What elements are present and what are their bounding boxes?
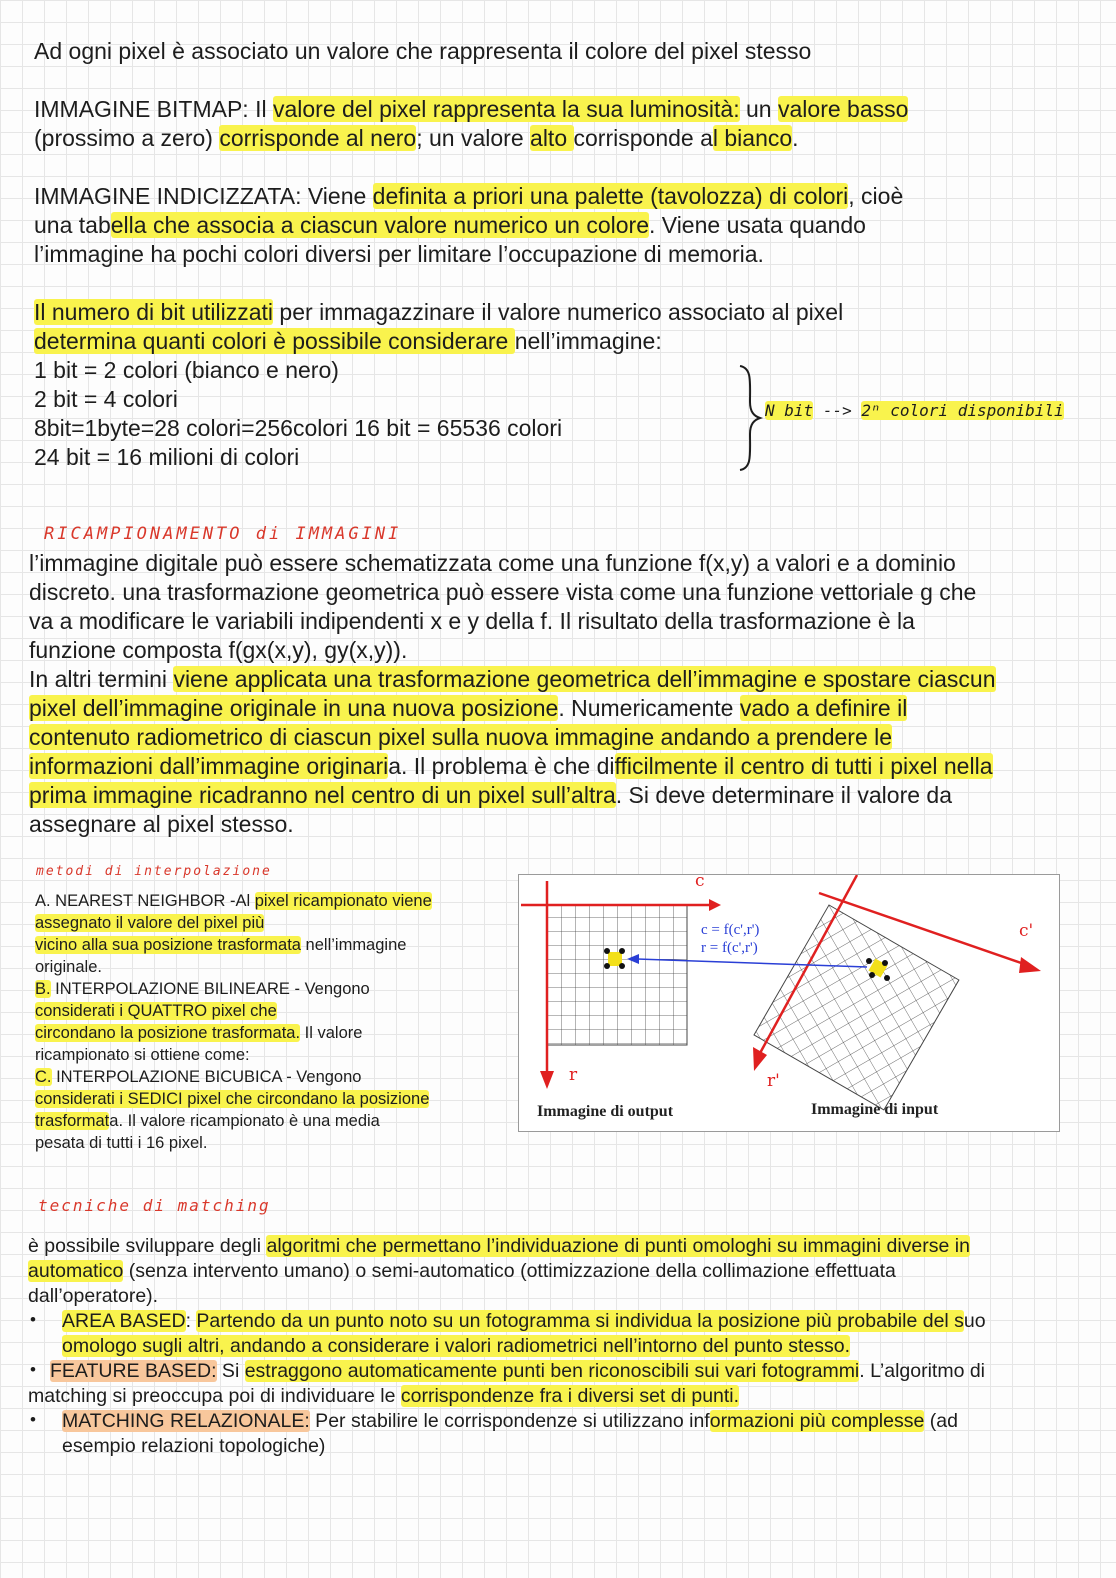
metodi-line: trasformata. Il valore ricampionato è una media [35, 1112, 380, 1130]
arrow-icon: --> [822, 401, 852, 420]
label-c: c [695, 871, 705, 891]
feature-based-line-1: FEATURE BASED: Si estraggono automaticamente punti ben riconoscibili sui vari fotogrammi. L’algoritmo di [50, 1360, 986, 1382]
area-based-line-2: omologo sugli altri, andando a considerare i valori radiometrici nell’intorno del punto stesso. [62, 1335, 851, 1357]
bits-note-colors: 2ⁿ colori disponibili [861, 401, 1064, 420]
metodi-heading: metodi di interpolazione [36, 864, 272, 879]
ricampionamento-line: discreto. una trasformazione geometrica può essere vista come una funzione vettoriale g che [29, 579, 977, 605]
label-r: r [569, 1065, 578, 1085]
metodi-line: A. NEAREST NEIGHBOR -Al pixel ricampionato viene [35, 892, 432, 910]
bits-note-n: N bit [765, 401, 814, 420]
curly-brace [730, 362, 770, 474]
metodi-line: C. INTERPOLAZIONE BICUBICA - Vengono [35, 1068, 362, 1086]
matching-line: automatico (senza intervento umano) o semi-automatico (ottimizzazione della collimazione effettuata [28, 1260, 896, 1282]
bits-line-2: determina quanti colori è possibile considerare nell’immagine: [34, 328, 662, 354]
matching-heading: tecniche di matching [38, 1196, 271, 1215]
bits-list-item: 24 bit = 16 milioni di colori [34, 444, 300, 470]
label-r-prime: r' [767, 1071, 780, 1091]
matching-relazionale-line-2: esempio relazioni topologiche) [62, 1435, 326, 1457]
metodi-line: originale. [35, 958, 102, 976]
matching-line: è possibile sviluppare degli algoritmi che permettano l’individuazione di punti omologhi su immagini diverse in [28, 1235, 970, 1257]
equation-c: c = f(c',r') [701, 922, 760, 938]
ricampionamento-line: pixel dell’immagine originale in una nuova posizione. Numericamente vado a definire il [29, 695, 908, 721]
feature-based-line-2: matching si preoccupa poi di individuare le corrispondenze fra i diversi set di punti. [28, 1385, 740, 1407]
matching-line: dall’operatore). [28, 1285, 159, 1307]
bits-line-1: Il numero di bit utilizzati per immagazzinare il valore numerico associato al pixel [34, 299, 844, 325]
bits-list-item: 1 bit = 2 colori (bianco e nero) [34, 357, 339, 383]
indicizzata-line-2: una tabella che associa a ciascun valore numerico un colore. Viene usata quando [34, 212, 866, 238]
ricampionamento-line: l’immagine digitale può essere schematizzata come una funzione f(x,y) a valori e a dominio [29, 550, 956, 576]
indicizzata-line-1: IMMAGINE INDICIZZATA: Viene definita a priori una palette (tavolozza) di colori, cioè [34, 183, 904, 209]
label-c-prime: c' [1019, 921, 1034, 941]
bits-list-item: 8bit=1byte=28 colori=256colori 16 bit = 65536 colori [34, 415, 563, 441]
indicizzata-line-3: l’immagine ha pochi colori diversi per limitare l’occupazione di memoria. [34, 241, 764, 267]
metodi-line: pesata di tutti i 16 pixel. [35, 1134, 208, 1152]
equation-r: r = f(c',r') [701, 940, 758, 956]
metodi-line: ricampionato si ottiene come: [35, 1046, 250, 1064]
area-based-line-1: AREA BASED: Partendo da un punto noto su un fotogramma si individua la posizione più probabile del suo [62, 1310, 986, 1332]
bits-list-item: 2 bit = 4 colori [34, 386, 178, 412]
ricampionamento-line: funzione composta f(gx(x,y), gy(x,y)). [29, 637, 408, 663]
ricampionamento-line: va a modificare le variabili indipendenti x e y della f. Il risultato della trasformazione è la [29, 608, 915, 634]
axis-c-prime-arrow-icon [1019, 957, 1041, 973]
bitmap-line-2: (prossimo a zero) corrisponde al nero; un valore alto corrisponde al bianco. [34, 125, 799, 151]
resampling-figure [518, 871, 1060, 1132]
ricampionamento-line: informazioni dall’immagine originaria. Il problema è che difficilmente il centro di tutti i pixel nella [29, 753, 993, 779]
resampling-diagram [519, 875, 1059, 1131]
ricampionamento-line: prima immagine ricadranno nel centro di un pixel sull’altra. Si deve determinare il valore da [29, 782, 953, 808]
intro-text: Ad ogni pixel è associato un valore che rappresenta il colore del pixel stesso [34, 38, 812, 64]
metodi-line: assegnato il valore del pixel più [35, 914, 265, 932]
caption-input: Immagine di input [811, 1101, 939, 1118]
axis-c-arrow-icon [709, 899, 721, 911]
metodi-line: vicino alla sua posizione trasformata nell’immagine [35, 936, 407, 954]
metodi-line: considerati i QUATTRO pixel che [35, 1002, 277, 1020]
metodi-line: considerati i SEDICI pixel che circondano la posizione [35, 1090, 430, 1108]
metodi-line: B. INTERPOLAZIONE BILINEARE - Vengono [35, 980, 370, 998]
bits-note [765, 400, 1064, 422]
axis-r-arrow-icon [540, 1071, 554, 1089]
matching-relazionale-line-1: MATCHING RELAZIONALE: Per stabilire le corrispondenze si utilizzano informazioni più complesse (ad [62, 1410, 958, 1432]
ricampionamento-line: In altri termini viene applicata una trasformazione geometrica dell’immagine e spostare ciascun [29, 666, 996, 692]
ricampionamento-line: assegnare al pixel stesso. [29, 811, 294, 837]
bullet-icon: • [30, 1310, 36, 1329]
bullet-icon: • [30, 1410, 36, 1429]
caption-output: Immagine di output [537, 1103, 674, 1120]
output-grid [547, 905, 687, 1045]
bullet-icon: • [30, 1360, 36, 1379]
bitmap-line-1: IMMAGINE BITMAP: Il valore del pixel rappresenta la sua luminosità: un valore basso [34, 96, 909, 122]
metodi-line: circondano la posizione trasformata. Il valore [35, 1024, 363, 1042]
ricampionamento-line: contenuto radiometrico di ciascun pixel sulla nuova immagine andando a prendere le [29, 724, 893, 750]
ricampionamento-heading: RICAMPIONAMENTO di IMMAGINI [44, 524, 402, 544]
